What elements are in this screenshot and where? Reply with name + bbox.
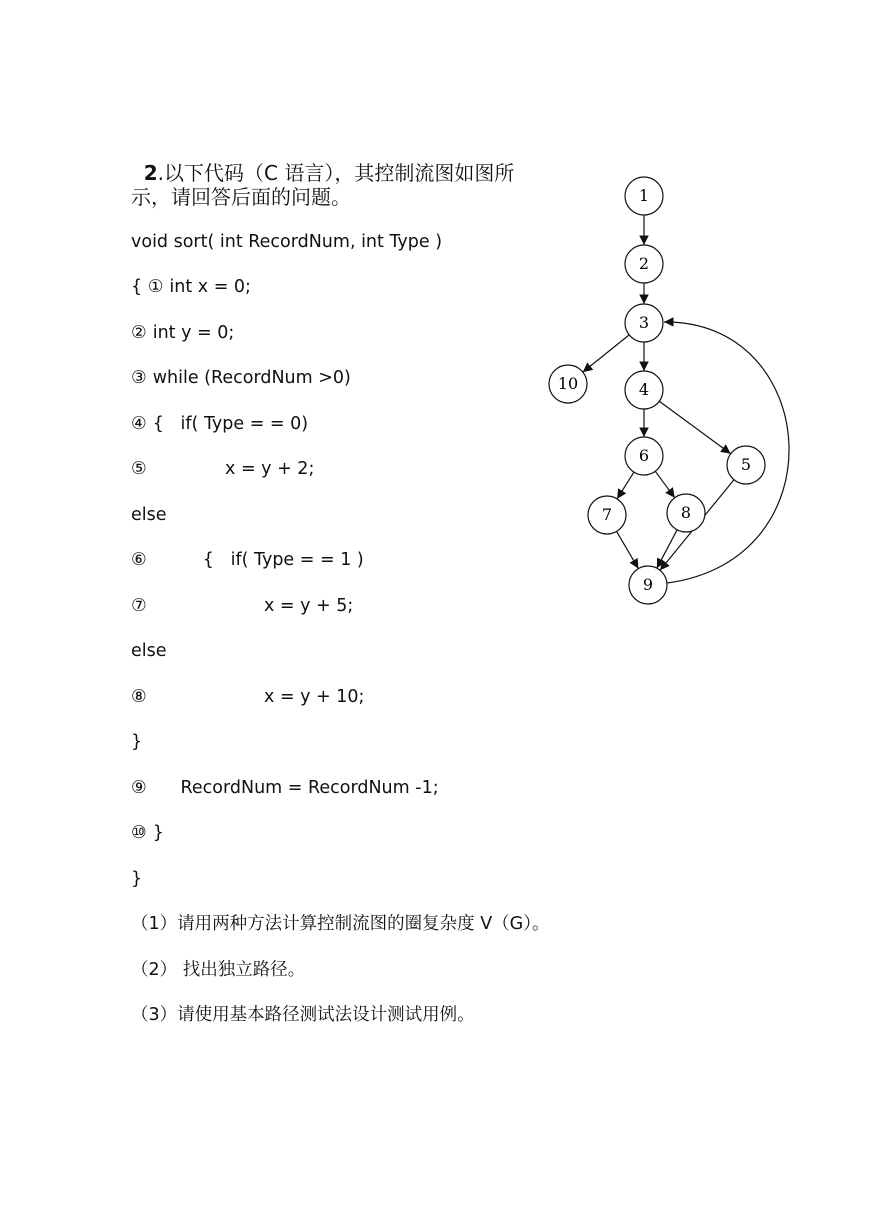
code-line — [131, 686, 364, 708]
graph-node-label: 2 — [638, 254, 650, 273]
graph-node-label: 4 — [638, 380, 650, 399]
graph-edge — [617, 472, 634, 499]
code-text: void sort( int RecordNum, int Type ) — [131, 232, 443, 252]
code-text: RecordNum = RecordNum -1; — [152, 778, 439, 798]
code-line — [131, 822, 164, 844]
sub-question: （2） 找出独立路径。 — [131, 960, 306, 980]
control-flow-graph — [540, 170, 810, 610]
graph-edge — [583, 335, 629, 372]
code-line — [131, 322, 234, 344]
code-text: } — [131, 869, 143, 889]
code-line — [131, 276, 251, 298]
line-marker: ④ — [131, 414, 147, 434]
graph-node-label: 1 — [638, 186, 650, 205]
code-text: } — [131, 732, 143, 752]
graph-edge — [655, 471, 674, 497]
graph-edge — [659, 401, 730, 453]
code-text: } — [152, 823, 164, 843]
code-text: else — [131, 641, 167, 661]
line-marker: ⑦ — [131, 596, 147, 616]
question-heading-line1 — [131, 140, 514, 184]
code-line — [131, 458, 314, 480]
line-marker: ⑧ — [131, 687, 147, 707]
question-text-1: .以下代码（C 语言），其控制流图如图所 — [157, 161, 515, 185]
line-marker: ⑨ — [131, 778, 147, 798]
code-text: x = y + 2; — [152, 459, 315, 479]
code-text: { if( Type = = 1 ) — [152, 550, 364, 570]
line-marker: ② — [131, 323, 147, 343]
code-text: x = y + 10; — [152, 687, 365, 707]
code-line — [131, 413, 308, 435]
code-text: x = y + 5; — [152, 596, 354, 616]
code-line — [131, 367, 351, 389]
code-line — [131, 731, 142, 753]
code-text: int x = 0; — [169, 277, 251, 297]
sub-question: （3）请使用基本路径测试法设计测试用例。 — [131, 1005, 475, 1025]
question-number: 2 — [143, 161, 158, 185]
code-line — [131, 549, 364, 571]
graph-node-label: 6 — [638, 446, 650, 465]
graph-node-label: 9 — [642, 575, 654, 594]
code-line — [131, 777, 439, 799]
graph-node-label: 8 — [680, 503, 692, 522]
line-marker: { ① — [131, 277, 164, 297]
graph-edge — [664, 322, 789, 583]
line-marker: ③ — [131, 368, 147, 388]
sub-question: （1）请用两种方法计算控制流图的圈复杂度 V（G）。 — [131, 914, 550, 934]
code-text: else — [131, 505, 167, 525]
code-text: int y = 0; — [152, 323, 235, 343]
code-text: while (RecordNum >0) — [152, 368, 351, 388]
code-line — [131, 504, 167, 526]
code-text: { if( Type = = 0) — [152, 414, 309, 434]
line-marker: ⑤ — [131, 459, 147, 479]
graph-node-label: 7 — [601, 505, 613, 524]
code-line — [131, 868, 142, 890]
graph-node-label: 10 — [557, 374, 579, 393]
code-line — [131, 231, 442, 253]
line-marker: ⑥ — [131, 550, 147, 570]
question-heading-line2: 示，请回答后面的问题。 — [131, 185, 351, 209]
graph-node-label: 5 — [740, 455, 752, 474]
line-marker: ⑩ — [131, 823, 147, 843]
graph-edge — [617, 531, 639, 568]
code-line — [131, 640, 167, 662]
code-line — [131, 595, 353, 617]
graph-node-label: 3 — [638, 313, 650, 332]
